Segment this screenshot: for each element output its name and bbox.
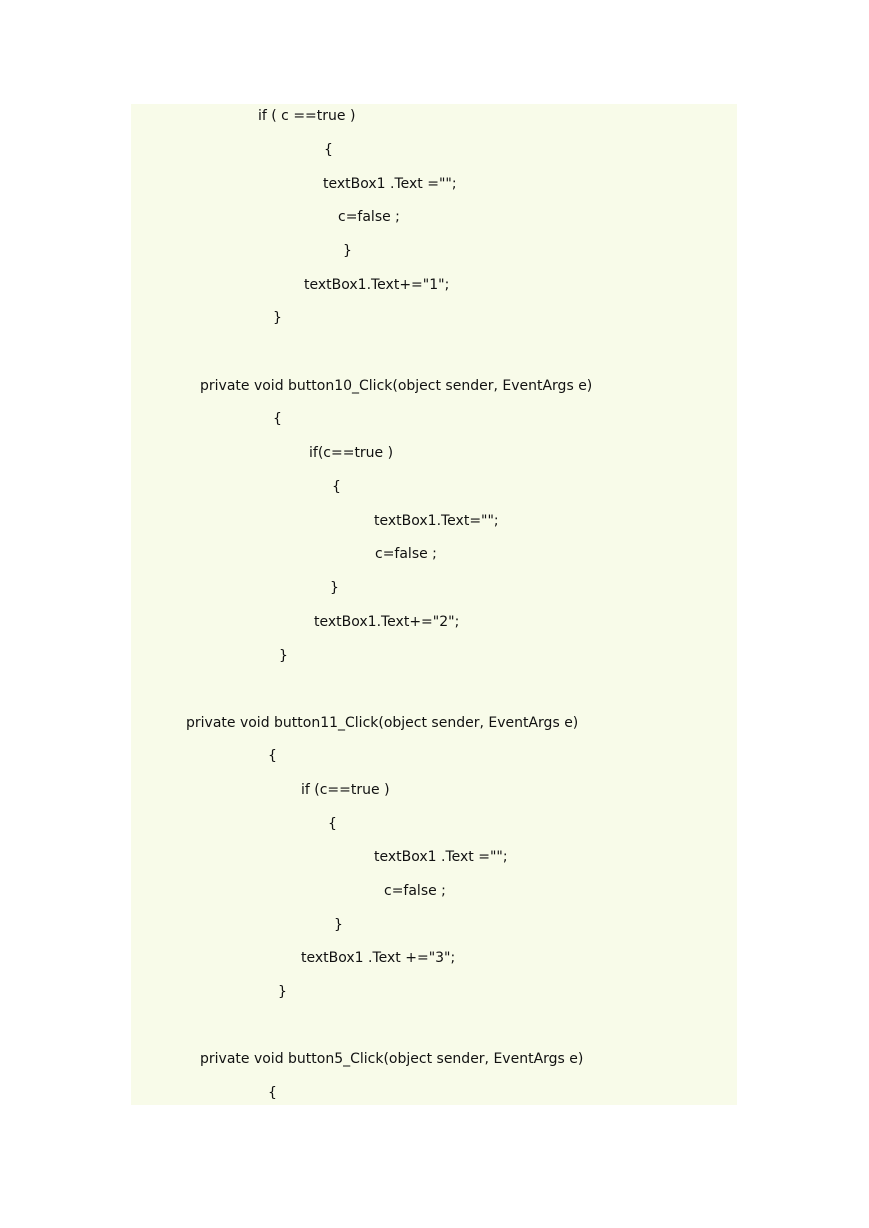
method-signature: private void button11_Click(object sender, EventArgs e) [186,715,579,731]
code-line: { [268,748,277,764]
code-line: textBox1 .Text =""; [374,849,508,865]
code-line: { [324,142,333,158]
code-line: { [268,1085,277,1101]
code-line: { [328,816,337,832]
code-line: textBox1.Text=""; [374,513,499,529]
code-line: if(c==true ) [309,445,394,461]
code-line: } [334,917,343,933]
code-line: c=false ; [338,209,400,225]
code-line: } [273,310,282,326]
code-line: } [279,648,288,664]
code-line: { [273,411,282,427]
code-line: c=false ; [375,546,437,562]
code-line: if ( c ==true ) [258,108,356,124]
method-signature: private void button10_Click(object sender, EventArgs e) [200,378,593,394]
code-line: } [343,243,352,259]
code-line: } [278,984,287,1000]
code-line: textBox1.Text+="2"; [314,614,460,630]
code-line: textBox1.Text+="1"; [304,277,450,293]
code-line: textBox1 .Text +="3"; [301,950,456,966]
method-signature: private void button5_Click(object sender, EventArgs e) [200,1051,584,1067]
code-line: } [330,580,339,596]
code-line: textBox1 .Text =""; [323,176,457,192]
code-line: c=false ; [384,883,446,899]
code-line: { [332,479,341,495]
code-line: if (c==true ) [301,782,390,798]
